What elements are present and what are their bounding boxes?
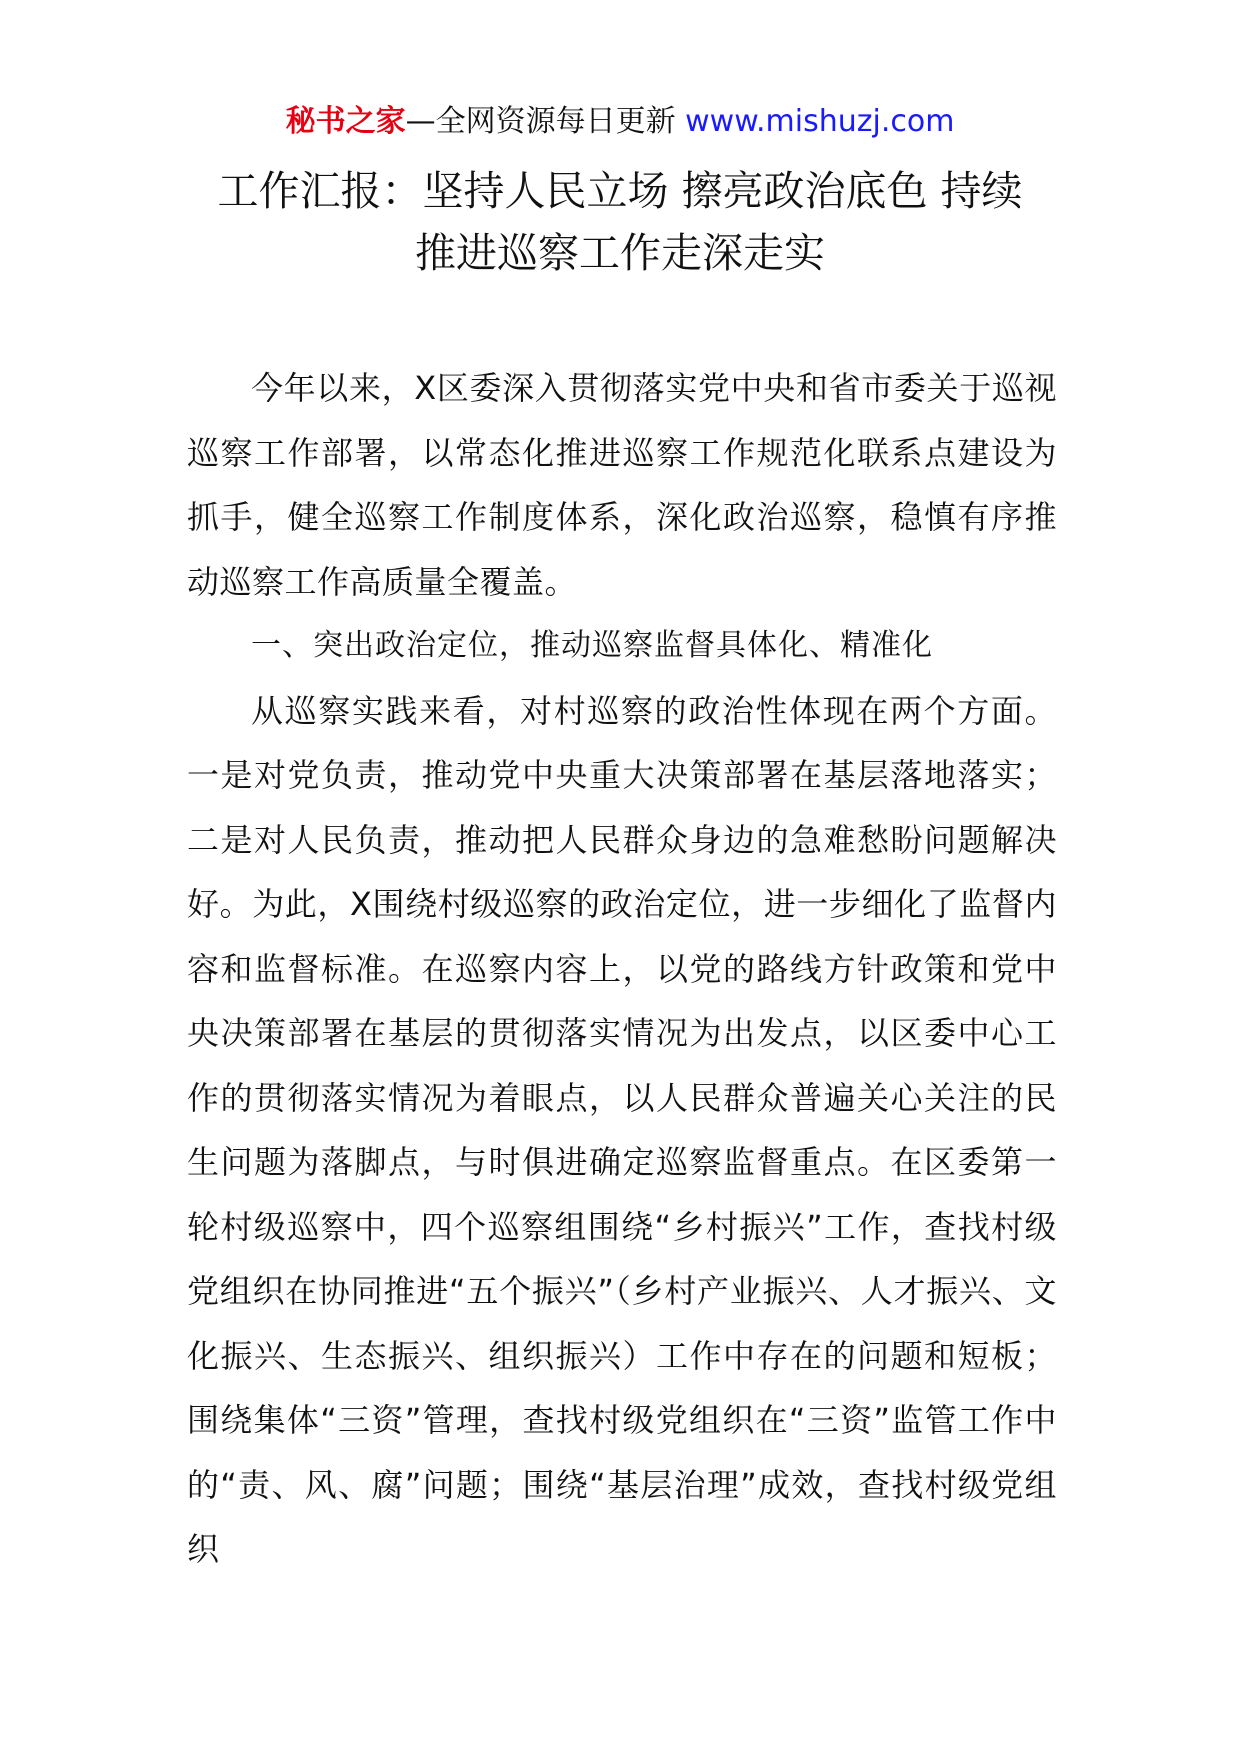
document-title-line-2: 推进巡察工作走深走实 (415, 229, 825, 277)
site-url-link[interactable]: www.mishuzj.com (685, 104, 955, 139)
document-title (140, 160, 1100, 284)
site-header-banner (0, 102, 1240, 142)
intro-paragraph: 今年以来，X区委深入贯彻落实党中央和省市委关于巡视巡察工作部署，以常态化推进巡察工作规范化联系点建设为抓手，健全巡察工作制度体系，深化政治巡察，稳慎有序推动巡察工作高质量全覆盖。 (187, 369, 1057, 601)
section-1-paragraph: 从巡察实践来看，对村巡察的政治性体现在两个方面。一是对党负责，推动党中央重大决策部署在基层落地落实；二是对人民负责，推动把人民群众身边的急难愁盼问题解决好。为此，X围绕村级巡察的政治定位，进一步细化了监督内容和监督标准。在巡察内容上，以党的路线方针政策和党中央决策部署在基层的贯彻落实情况为出发点，以区委中心工作的贯彻落实情况为着眼点，以人民群众普遍关心关注的民生问题为落脚点，与时俱进确定巡察监督重点。在区委第一轮村级巡察中，四个巡察组围绕“乡村振兴”工作，查找村级党组织在协同推进“五个振兴”（乡村产业振兴、人才振兴、文化振兴、生态振兴、组织振兴）工作中存在的问题和短板；围绕集体“三资”管理，查找村级党组织在“三资”监管工作中的“责、风、腐”问题；围绕“基层治理”成效，查找村级党组织 (187, 691, 1057, 1568)
section-1-heading: 一、突出政治定位，推动巡察监督具体化、精准化 (251, 628, 933, 663)
brand-name: 秘书之家 (285, 104, 406, 139)
document-body (187, 356, 1057, 1582)
header-tagline: —全网资源每日更新 (405, 104, 686, 139)
document-title-line-1: 工作汇报：坚持人民立场 擦亮政治底色 持续 (217, 167, 1023, 215)
